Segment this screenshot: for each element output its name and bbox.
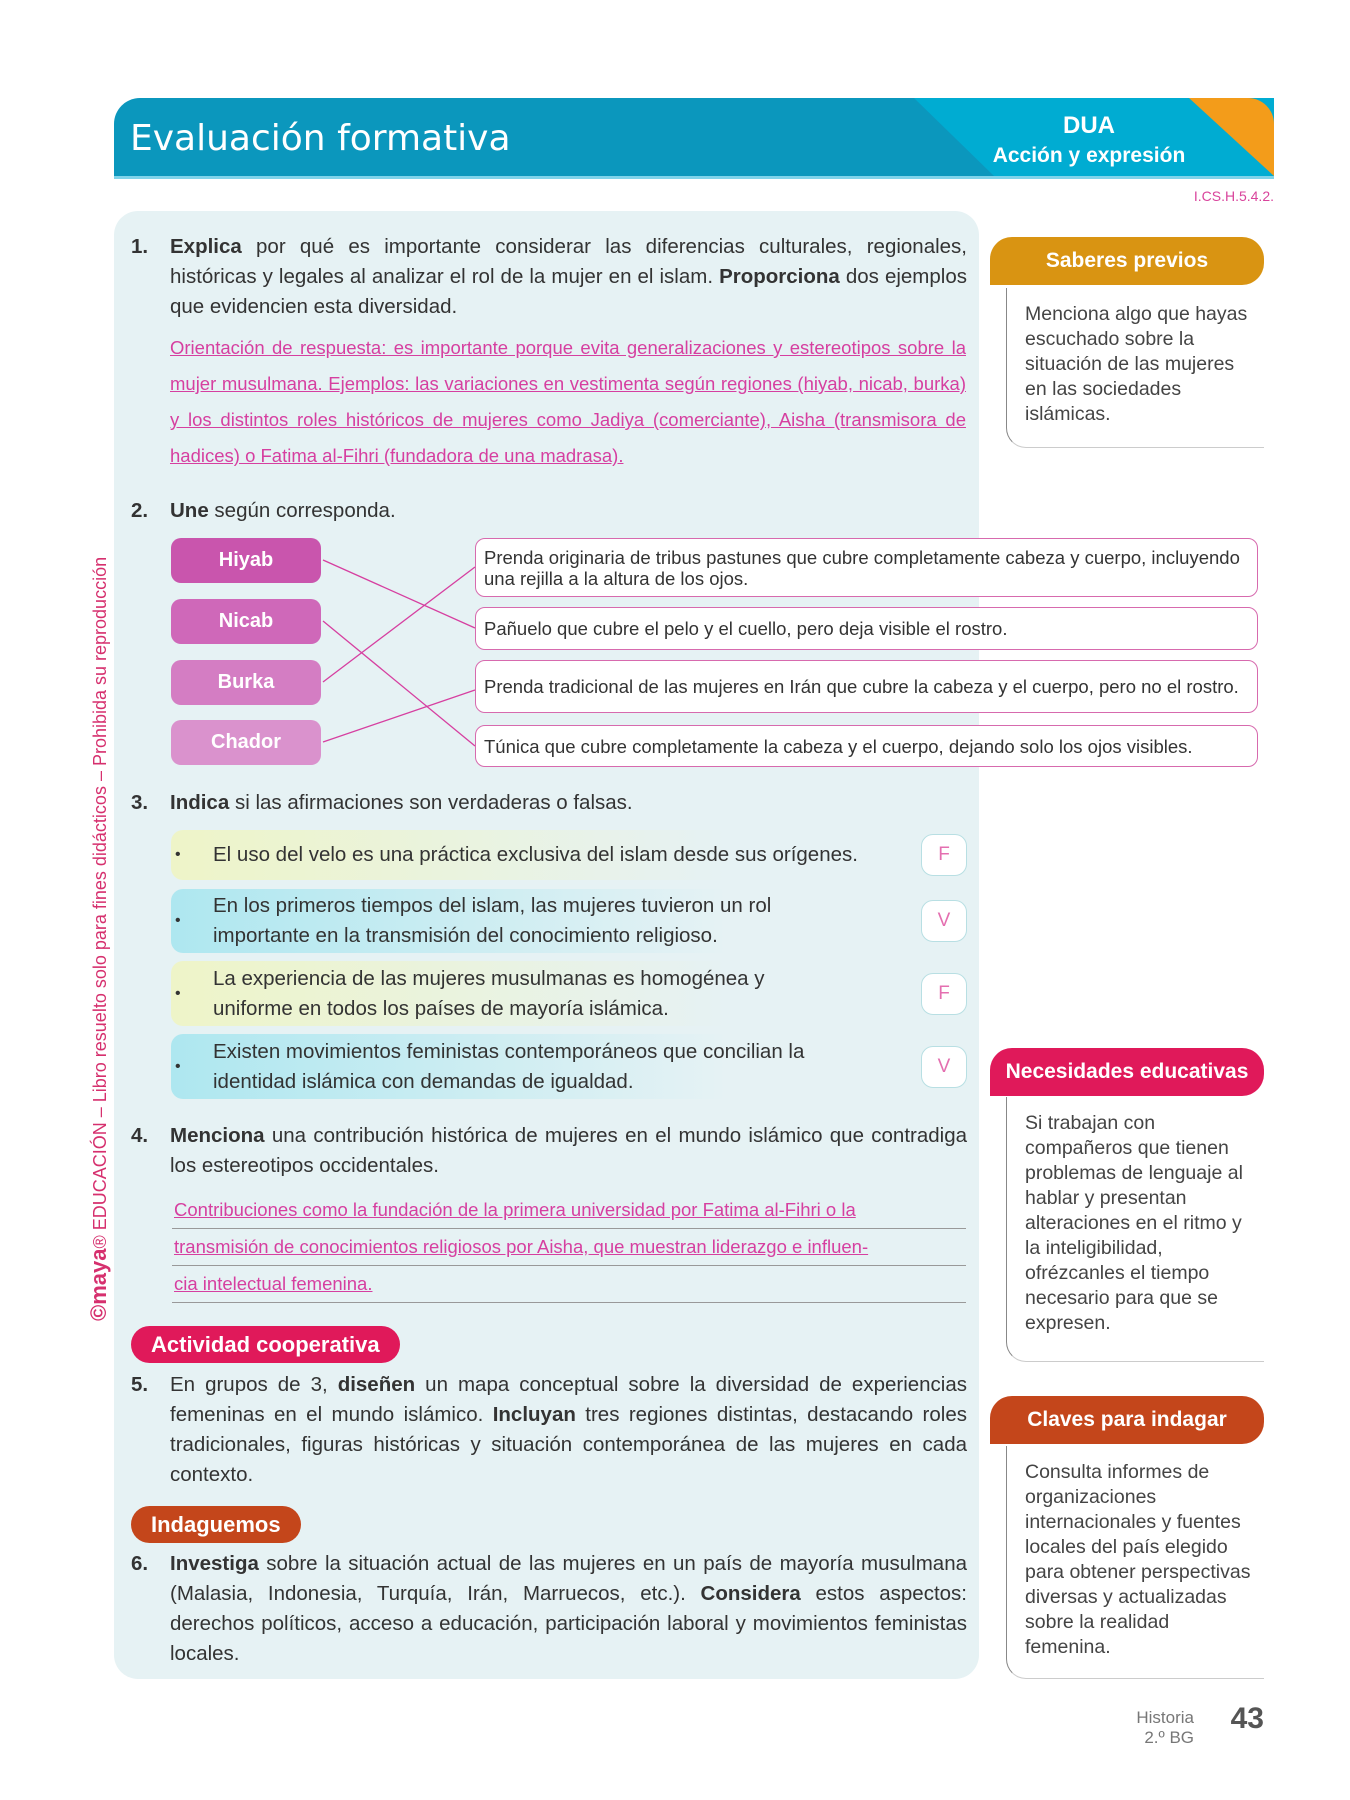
statement-text: El uso del velo es una práctica exclusiva del islam desde sus orígenes. [213,843,858,866]
claves-indagar-title: Claves para indagar [990,1396,1264,1444]
question-number: 3. [131,791,149,814]
dua-label: DUA [1063,112,1115,139]
question-text: sobre la situación actual de las mujeres en un país de mayoría musulmana (Malasia, Indonesia, Turquía, Irán, Marruecos, etc.). [170,1552,967,1605]
definition-3[interactable]: Prenda tradicional de las mujeres en Irán que cubre la cabeza y el cuerpo, pero no el rostro. [475,660,1258,713]
statement-text: En los primeros tiempos del islam, las mujeres tuvieron un rol importante en la transmisión del conocimiento religioso. [213,894,772,947]
answer-line: Contribuciones como la fundación de la primera universidad por Fatima al-Fihri o la [172,1192,966,1229]
statement-text: Existen movimientos feministas contemporáneos que concilian la identidad islámica con demandas de igualdad. [213,1039,805,1093]
term-hiyab[interactable]: Hiyab [171,538,321,583]
grade: 2.º BG [1144,1728,1194,1747]
indaguemos-tag: Indaguemos [131,1506,301,1543]
question-number: 6. [131,1552,149,1575]
page-number: 43 [1230,1702,1264,1735]
dua-subtitle: Acción y expresión [992,144,1186,167]
necesidades-educativas-body: Si trabajan con compañeros que tienen problemas de lenguaje al hablar y presentan alteraciones en el ritmo y la inteligibilidad, ofrézcanles el tiempo necesario para que se expresen. [1006,1097,1264,1362]
question-text: si las afirmaciones son verdaderas o falsas. [229,791,633,814]
question-6 [131,1549,967,1669]
bullet: • [175,912,181,929]
question-text: un mapa conceptual sobre la diversidad de experiencias femeninas en el mundo islámico. [170,1373,968,1426]
statement-row [171,1034,967,1099]
bullet: • [175,846,181,863]
question-text: En grupos de 3, [170,1373,338,1396]
definition-1[interactable]: Prenda originaria de tribus pastunes que cubre completamente cabeza y cuerpo, incluyendo una rejilla a la altura de los ojos. [475,538,1258,597]
verb: Proporciona [719,265,840,288]
question-number: 1. [131,235,149,258]
verb: Considera [700,1582,801,1605]
answer-1: Orientación de respuesta: es importante porque evita generalizaciones y estereotipos sobre la mujer musulmana. Ejemplos: las variaciones en vestimenta según regiones (hiyab, nicab, burka) y los distintos roles históricos de mujeres como Jadiya (comerciante), Aisha (transmisora de hadices) o Fatima al-Fihri (fundadora de una madrasa). [170,337,966,466]
answer-box[interactable]: V [921,1046,967,1088]
question-number: 4. [131,1124,149,1147]
copyright-text: ® EDUCACIÓN – Libro resuelto solo para fines didácticos – Prohibida su reproducción [90,556,110,1249]
bullet: • [175,984,181,1002]
term-burka[interactable]: Burka [171,660,321,705]
question-text: tres regiones distintas, destacando roles tradicionales, figuras históricas y situación contemporánea de las mujeres en cada contexto. [170,1403,967,1486]
match-line [323,560,475,628]
verb: Explica [170,235,242,258]
definition-2[interactable]: Pañuelo que cubre el pelo y el cuello, pero deja visible el rostro. [475,607,1258,650]
question-text: estos aspectos: derechos políticos, acceso a educación, participación laboral y movimientos feministas locales. [170,1582,968,1665]
answer-box[interactable]: F [921,973,967,1015]
saberes-previos-title: Saberes previos [990,237,1264,285]
answer-line: cia intelectual femenina. [172,1266,966,1303]
statement-row [171,889,967,953]
answer-line: transmisión de conocimientos religiosos por Aisha, que muestran liderazgo e influen- [172,1229,966,1266]
verb: diseñen [337,1373,416,1396]
question-3 [131,788,967,818]
necesidades-educativas-title: Necesidades educativas [990,1048,1264,1096]
question-5 [131,1370,967,1490]
bullet: • [175,1057,181,1075]
verb: Indica [170,791,230,814]
question-number: 2. [131,499,149,522]
verb: Une [170,499,209,522]
answer-box[interactable]: F [921,834,967,876]
claves-indagar-body: Consulta informes de organizaciones internacionales y fuentes locales del país elegido para obtener perspectivas diversas y actualizadas sobre la realidad femenina. [1006,1446,1264,1679]
question-text: dos ejemplos que evidencien esta diversidad. [170,265,967,318]
definition-4[interactable]: Túnica que cubre completamente la cabeza y el cuerpo, dejando solo los ojos visibles. [475,725,1258,767]
match-line [323,621,475,746]
match-line [323,567,475,682]
statement-text: La experiencia de las mujeres musulmanas es homogénea y uniforme en todos los países de mayoría islámica. [213,966,765,1020]
verb: Menciona [170,1124,265,1147]
answer-box[interactable]: V [921,900,967,942]
term-nicab[interactable]: Nicab [171,599,321,644]
term-chador[interactable]: Chador [171,720,321,765]
verb: Incluyan [492,1403,576,1426]
question-text: por qué es importante considerar las diferencias culturales, regionales, históricas y legales al analizar el rol de la mujer en el islam. [170,235,967,288]
saberes-previos-body: Menciona algo que hayas escuchado sobre la situación de las mujeres en las sociedades islámicas. [1006,288,1264,448]
page-title: Evaluación formativa [130,118,511,159]
question-text: según corresponda. [208,499,396,522]
curriculum-code: I.CS.H.5.4.2. [1193,188,1274,204]
brand-logo: ©maya [86,1248,111,1321]
subject: Historia [1136,1708,1194,1727]
cooperative-activity-tag: Actividad cooperativa [131,1326,400,1363]
statement-row [171,961,967,1026]
statement-row [171,830,967,880]
verb: Investiga [170,1552,259,1575]
answer-4 [172,1192,966,1303]
question-text: una contribución histórica de mujeres en el mundo islámico que contradiga los estereotipos occidentales. [170,1124,967,1177]
match-line [323,690,475,742]
footer-subject [1136,1708,1194,1748]
question-4 [131,1121,967,1181]
question-number: 5. [131,1373,149,1396]
